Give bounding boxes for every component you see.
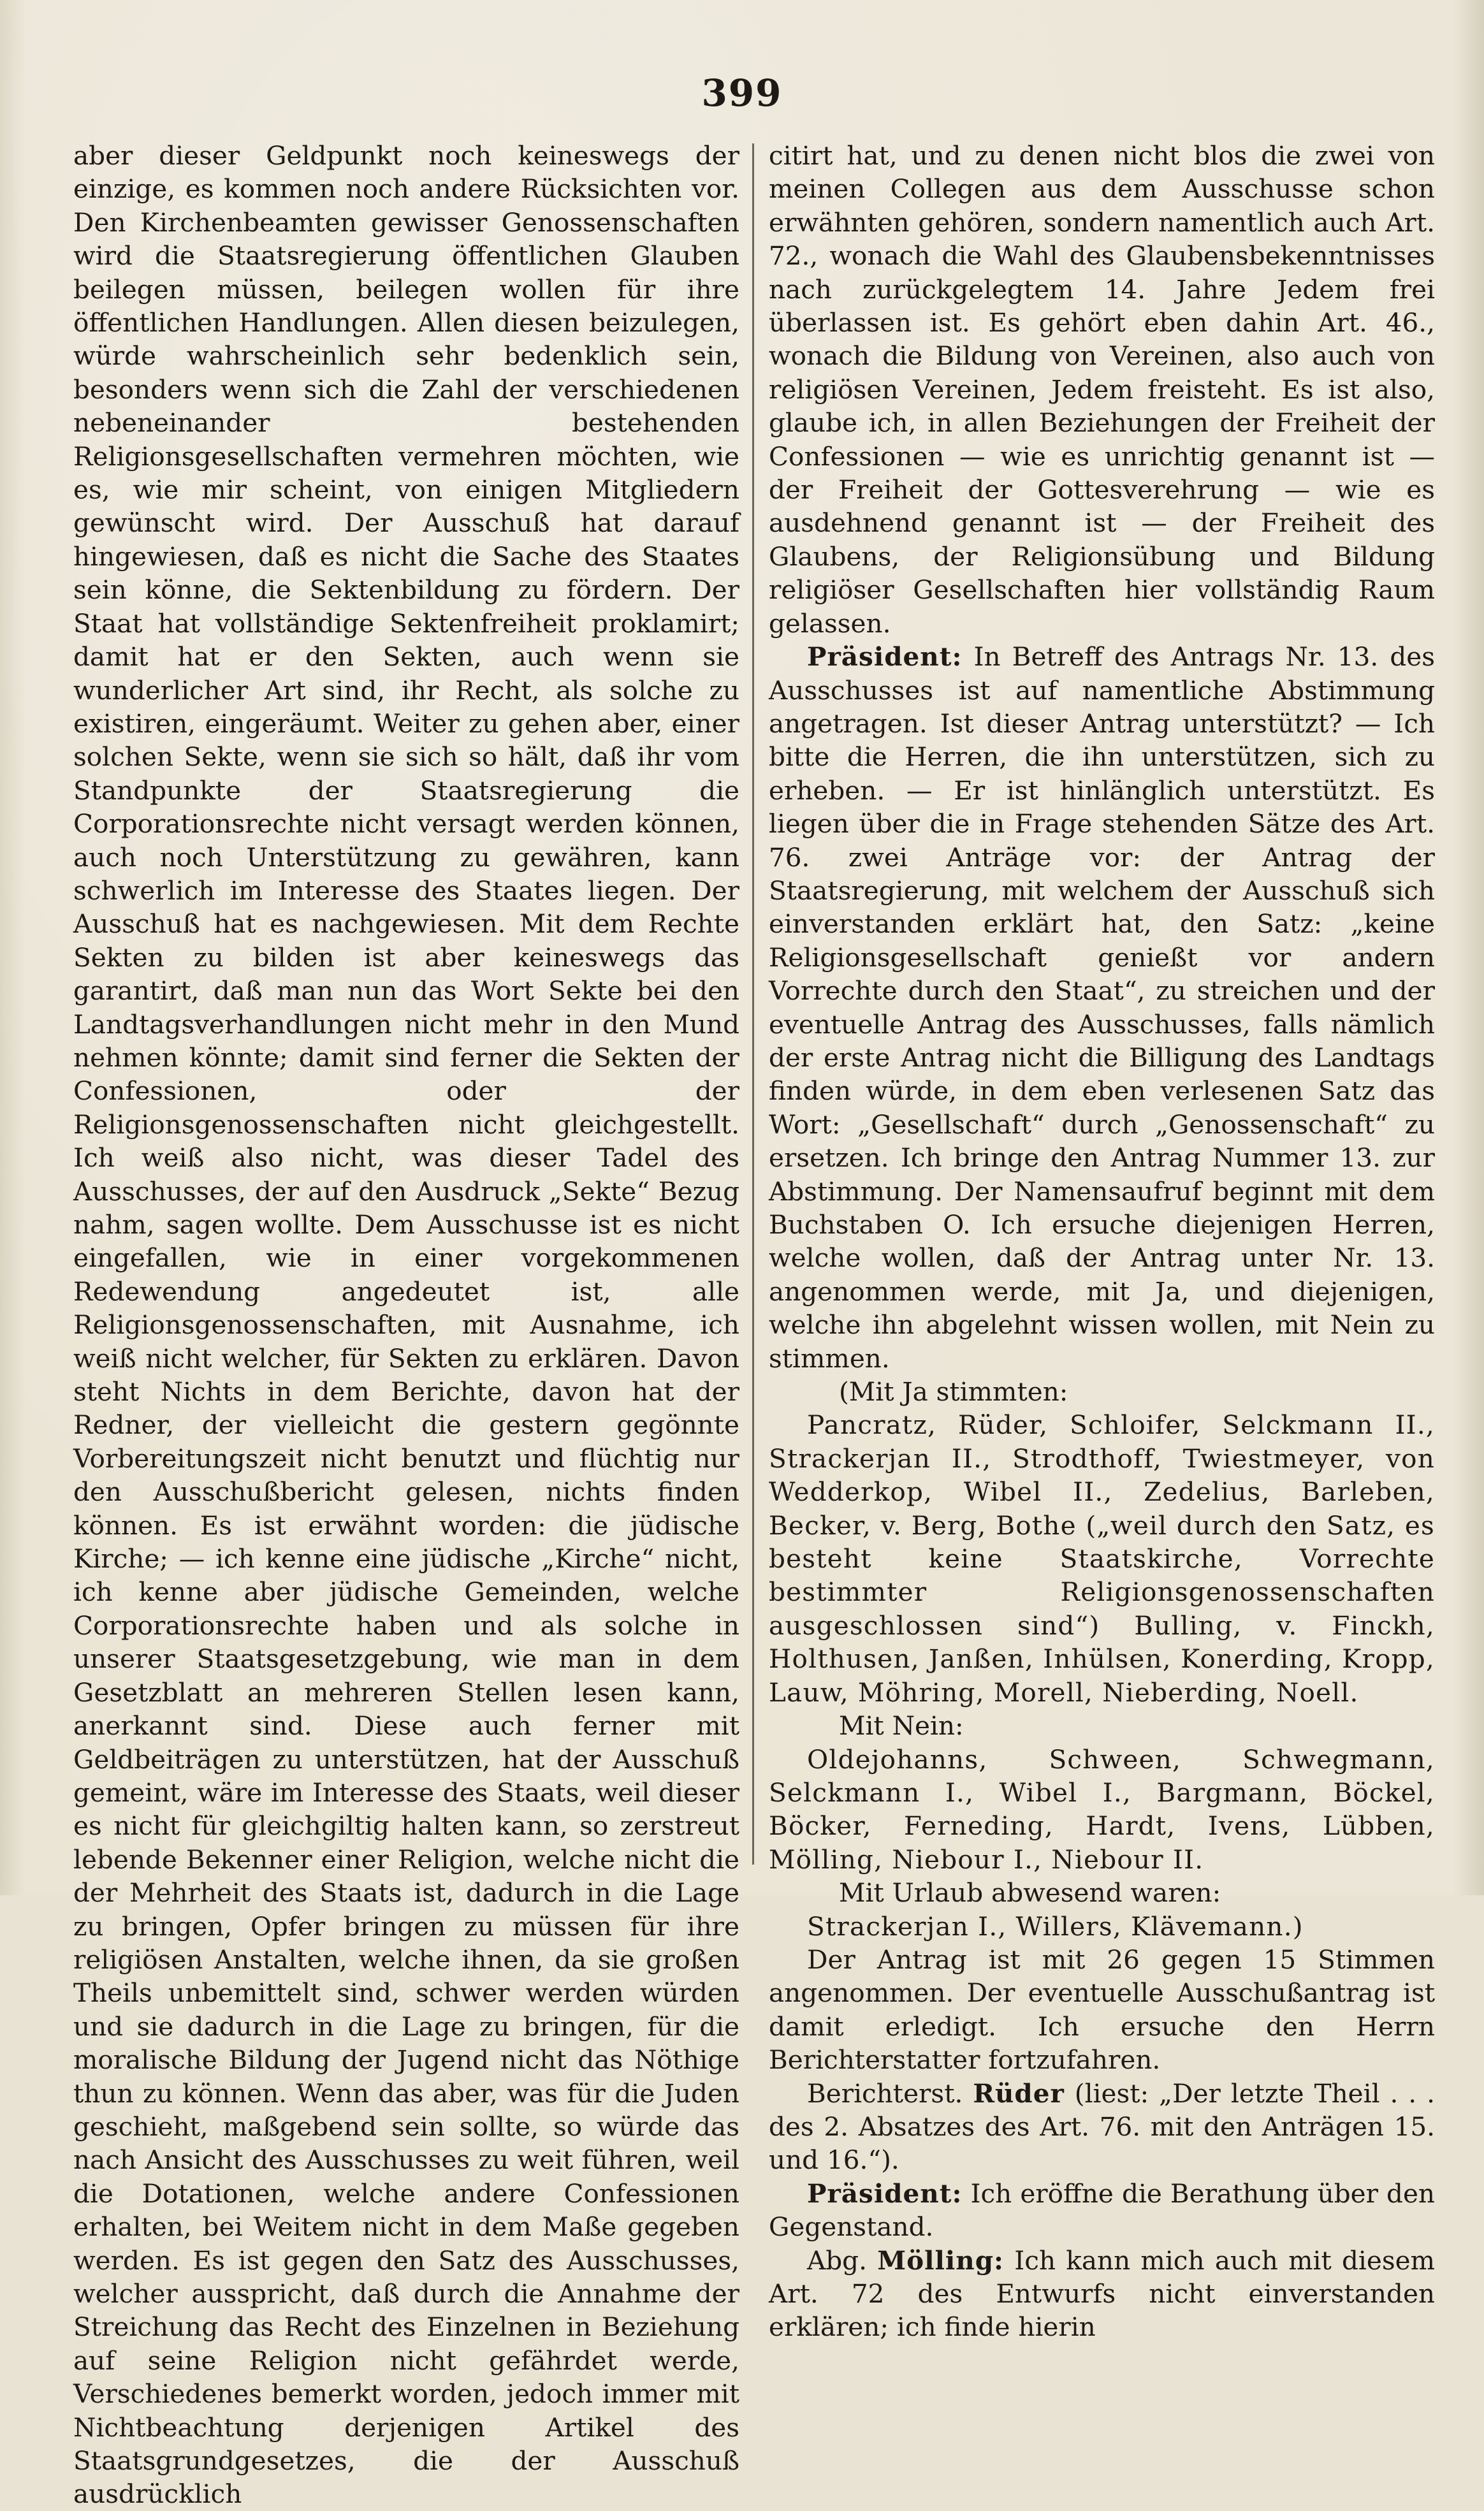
absent-heading: Mit Urlaub abwesend waren: [839, 1877, 1221, 1909]
vote-no-heading: Mit Nein: [839, 1710, 964, 1742]
right-column [769, 139, 1436, 2343]
statement-text: Ich kann mich auch mit diesem Art. 72 des Entwurfs nicht einverstanden erklären; ich finde hierin [769, 2245, 1436, 2343]
vote-yes-heading: (Mit Ja stimmten: [839, 1376, 1068, 1408]
statement-text: In Betreff des Antrags Nr. 13. des Ausschusses ist auf namentliche Abstimmung angetragen. Ist dieser Antrag unterstützt? — Ich bitte die Herren, die ihn unterstützen, sich zu erheben. — Er ist hinlänglich unterstützt. Es liegen über die in Frage stehenden Sätze des Art. 76. zwei Anträge vor: der Antrag der Staatsregierung, mit welchem der Ausschuß sich einverstanden erklärt hat, den Satz: „keine Religionsgesellschaft genießt vor andern Vorrechte durch den Staat“, zu streichen und der eventuelle Antrag des Ausschusses, falls nämlich der erste Antrag nicht die Billigung des Landtags finden würde, in dem eben verlesenen Satz das Wort: „Gesellschaft“ durch „Genossenschaft“ zu ersetzen. Ich bringe den Antrag Nummer 13. zur Abstimmung. Der Namensaufruf beginnt mit dem Buchstaben O. Ich ersuche diejenigen Herren, welche wollen, daß der Antrag unter Nr. 13. angenommen werde, mit Ja, und diejenigen, welche ihn abgelehnt wissen wollen, mit Nein zu stimmen. [769, 641, 1435, 1374]
delegate-statement [769, 2244, 1435, 2344]
column-divider [752, 143, 754, 1865]
reporter-statement [769, 2077, 1435, 2177]
speaker-name: Mölling: [877, 2245, 1004, 2276]
vote-yes-names: Pancratz, Rüder, Schloifer, Selckmann II., Strackerjan II., Strodthoff, Twiestmeyer, von Wedderkop, Wibel II., Zedelius, Barleben, Becker, v. Berg, Bothe („weil durch den Satz, es besteht keine Staatskirche, Vorrechte bestimmter Religionsgenossenschaften ausgeschlossen sind“) Bulling, v. Finckh, Holthusen, Janßen, Inhülsen, Konerding, Kropp, Lauw, Möhring, Morell, Nieberding, Noell. [769, 1409, 1435, 1708]
page-number: 399 [701, 71, 783, 115]
speaker-name: Präsident: [807, 641, 963, 673]
speaker-title: Abg. [807, 2245, 867, 2276]
speaker-title: Berichterst. [807, 2078, 963, 2109]
speaker-name: Präsident: [807, 2178, 963, 2209]
vote-result: Der Antrag ist mit 26 gegen 15 Stimmen angenommen. Der eventuelle Ausschußantrag ist damit erledigt. Ich ersuche den Herrn Berichterstatter fortzufahren. [769, 1944, 1435, 2076]
speaker-name: Rüder [973, 2078, 1065, 2109]
statement-text: (liest: „Der letzte Theil . . . des 2. Absatzes des Art. 76. mit den Anträgen 15. und 16.“). [769, 2078, 1436, 2176]
statement-text: Ich eröffne die Berathung über den Gegenstand. [769, 2178, 1435, 2243]
left-column [73, 139, 739, 2510]
president-statement [769, 640, 1435, 1375]
vote-no-names: Oldejohanns, Schween, Schwegmann, Selckmann I., Wibel I., Bargmann, Böckel, Böcker, Ferneding, Hardt, Ivens, Lübben, Mölling, Niebour I., Niebour II. [769, 1743, 1435, 1875]
right-paragraph-continuation: citirt hat, und zu denen nicht blos die zwei von meinen Collegen aus dem Ausschusse schon erwähnten gehören, sondern namentlich auch Art. 72., wonach die Wahl des Glaubensbekenntnisses nach zurückgelegtem 14. Jahre Jedem frei überlassen ist. Es gehört eben dahin Art. 46., wonach die Bildung von Vereinen, also auch von religiösen Vereinen, Jedem freisteht. Es ist also, glaube ich, in allen Beziehungen der Freiheit der Confessionen — wie es unrichtig genannt ist — der Freiheit der Gottesverehrung — wie es ausdehnend genannt ist — der Freiheit des Glaubens, der Religionsübung und Bildung religiöser Gesellschaften hier vollständig Raum gelassen. [769, 140, 1435, 639]
left-paragraph: aber dieser Geldpunkt noch keineswegs der einzige, es kommen noch andere Rücksichten vor. Den Kirchenbeamten gewisser Genossenschaften wird die Staatsregierung öffentlichen Glauben beilegen müssen, beilegen wollen für ihre öffentlichen Handlungen. Allen diesen beizulegen, würde wahrscheinlich sehr bedenklich sein, besonders wenn sich die Zahl der verschiedenen nebeneinander bestehenden Religionsgesellschaften vermehren möchten, wie es, wie mir scheint, von einigen Mitgliedern gewünscht wird. Der Ausschuß hat darauf hingewiesen, daß es nicht die Sache des Staates sein könne, die Sektenbildung zu fördern. Der Staat hat vollständige Sektenfreiheit proklamirt; damit hat er den Sekten, auch wenn sie wunderlicher Art sind, ihr Recht, als solche zu existiren, eingeräumt. Weiter zu gehen aber, einer solchen Sekte, wenn sie sich so hält, daß ihr vom Standpunkte der Staatsregierung die Corporationsrechte nicht versagt werden können, auch noch Unterstützung zu gewähren, kann schwerlich im Interesse des Staates liegen. Der Ausschuß hat es nachgewiesen. Mit dem Rechte Sekten zu bilden ist aber keineswegs das garantirt, daß man nun das Wort Sekte bei den Landtagsverhandlungen nicht mehr in den Mund nehmen könnte; damit sind ferner die Sekten der Confessionen, oder der Religionsgenossenschaften nicht gleichgestellt. Ich weiß also nicht, was dieser Tadel des Ausschusses, der auf den Ausdruck „Sekte“ Bezug nahm, sagen wollte. Dem Ausschusse ist es nicht eingefallen, wie in einer vorgekommenen Redewendung angedeutet ist, alle Religionsgenossenschaften, mit Ausnahme, ich weiß nicht welcher, für Sekten zu erklären. Davon steht Nichts in dem Berichte, davon hat der Redner, der vielleicht die gestern gegönnte Vorbereitungszeit nicht benutzt und flüchtig nur den Ausschußbericht gelesen, nichts finden können. Es ist erwähnt worden: die jüdische Kirche; — ich kenne eine jüdische „Kirche“ nicht, ich kenne aber jüdische Gemeinden, welche Corporationsrechte haben und als solche in unserer Staatsgesetzgebung, wie man in dem Gesetzblatt an mehreren Stellen lesen kann, anerkannt sind. Diese auch ferner mit Geldbeiträgen zu unterstützen, hat der Ausschuß gemeint, wäre im Interesse des Staats, weil dieser es nicht für gleichgiltig halten kann, so zerstreut lebende Bekenner einer Religion, welche nicht die der Mehrheit des Staats ist, dadurch in die Lage zu bringen, Opfer bringen zu müssen für ihre religiösen Anstalten, welche ihnen, da sie großen Theils unbemittelt sind, schwer werden würden und sie dadurch in die Lage zu bringen, für die moralische Bildung der Jugend nicht das Nöthige thun zu können. Wenn das aber, was für die Juden geschieht, maßgebend sein sollte, so würde das nach Ansicht des Ausschusses zu weit führen, weil die Dotationen, welche andere Confessionen erhalten, bei Weitem nicht in dem Maße gegeben werden. Es ist gegen den Satz des Ausschusses, welcher ausspricht, daß durch die Annahme der Streichung das Recht des Einzelnen in Beziehung auf seine Religion nicht gefährdet werde, Verschiedenes bemerkt worden, jedoch immer mit Nichtbeachtung derjenigen Artikel des Staatsgrundgesetzes, die der Ausschuß ausdrücklich [73, 140, 739, 2510]
president-statement [769, 2177, 1435, 2244]
absent-names: Strackerjan I., Willers, Klävemann.) [807, 1911, 1304, 1942]
